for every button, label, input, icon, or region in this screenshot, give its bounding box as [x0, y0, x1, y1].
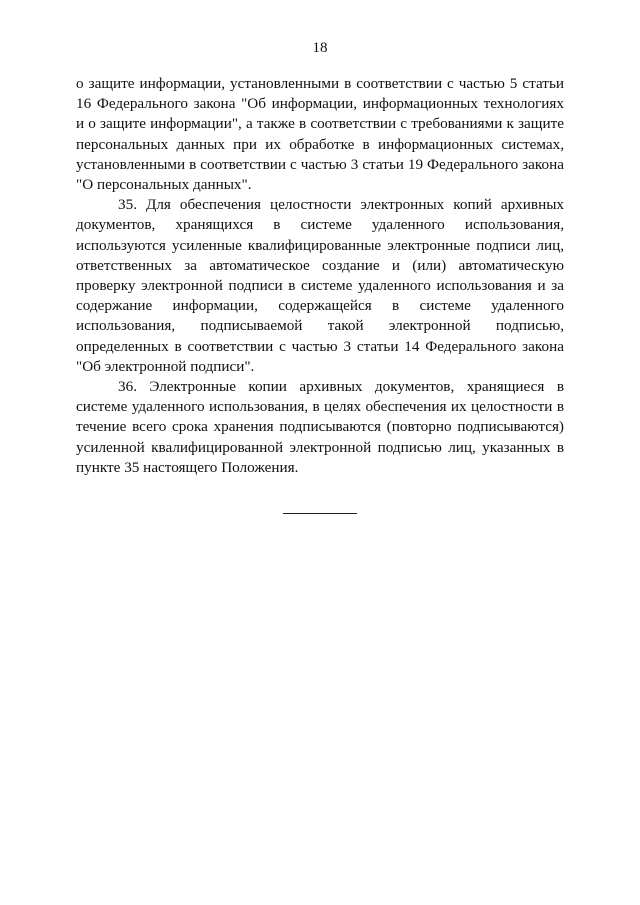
- document-body: [76, 74, 564, 478]
- paragraph-continuation: о защите информации, установленными в соответствии с частью 5 статьи 16 Федерального закона "Об информации, информационных технологиях и о защите информации", а также в соответствии с требованиями к защите персональных данных при их обработке в информационных системах, установленными в соответствии с частью 3 статьи 19 Федерального закона "О персональных данных".: [76, 75, 564, 194]
- end-separator-line: [283, 513, 357, 514]
- page-number: 18: [312, 40, 328, 56]
- paragraph-item-35: 35. Для обеспечения целостности электронных копий архивных документов, хранящихся в системе удаленного использования, используются усиленные квалифицированные электронные подписи лиц, ответственных за автоматическое создание и (или) автоматическую проверку электронной подписи в системе удаленного использования и за содержание информации, содержащейся в системе удаленного использования, подписываемой такой электронной подписью, определенных в соответствии с частью 3 статьи 14 Федерального закона "Об электронной подписи".: [76, 196, 564, 375]
- paragraph-item-36: 36. Электронные копии архивных документов, хранящиеся в системе удаленного использования, в целях обеспечения их целостности в течение всего срока хранения подписываются (повторно подписываются) усиленной квалифицированной электронной подписью лиц, указанных в пункте 35 настоящего Положения.: [76, 378, 564, 476]
